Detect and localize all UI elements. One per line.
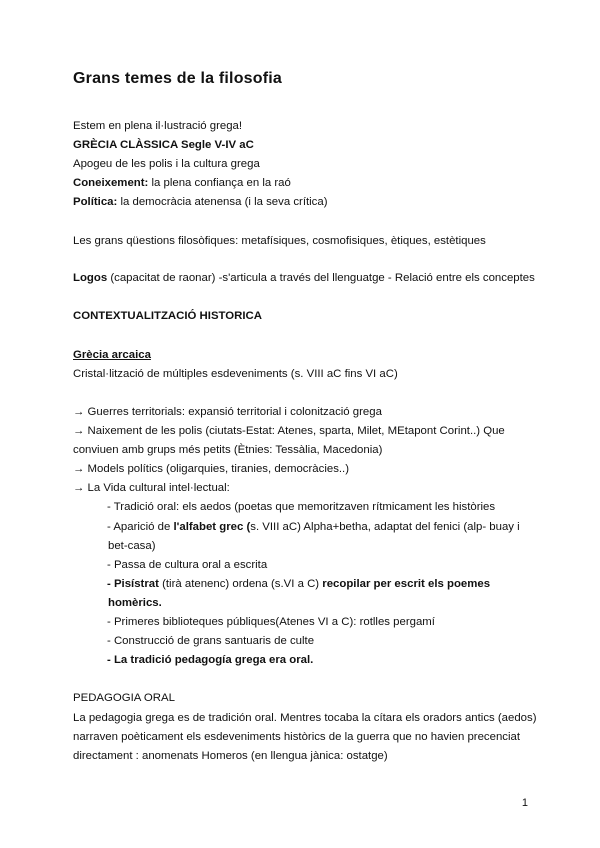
pedagogia-heading: PEDAGOGIA ORAL <box>73 692 175 704</box>
context-heading: CONTEXTUALITZACIÓ HISTORICA <box>73 310 262 322</box>
pedagogia-line-1: La pedagogia grega es de tradición oral. Mentres tocaba la cítara els oradors antics (aedos) <box>73 712 537 724</box>
questions-line: Les grans qüestions filosòfiques: metafísiques, cosmofisiques, ètiques, estètiques <box>73 235 486 247</box>
page-number: 1 <box>521 797 528 809</box>
list-item-passa: - Passa de cultura oral a escrita <box>107 559 268 571</box>
document-title: Grans temes de la filosofia <box>73 70 283 87</box>
logos-text: (capacitat de raonar) -s'articula a través del llenguatge - Relació entre els conceptes <box>107 272 535 284</box>
arcaica-subtitle: Cristal·lització de múltiples esdeveniments (s. VIII aC fins VI aC) <box>73 368 398 380</box>
arrow-item-vida: → La Vida cultural intel·lectual: <box>73 482 230 494</box>
list-item-tradicio: - Tradició oral: els aedos (poetas que memoritzaven rítmicament les històries <box>107 501 496 513</box>
politica-line <box>73 195 328 209</box>
pedagogia-line-2: narraven poèticament els esdeveniments històrics de la guerra que no havien precenciat <box>73 731 521 743</box>
list-item-alfabet-cont: bet-casa) <box>108 540 156 552</box>
coneixement-line <box>73 176 291 190</box>
list-item-alfabet <box>107 520 520 534</box>
arrow-item-models: → Models polítics (oligarquies, tiranies, democràcies..) <box>73 463 350 475</box>
intro-apogeu: Apogeu de les polis i la cultura grega <box>73 158 260 170</box>
intro-line: Estem en plena il·lustració grega! <box>73 120 243 132</box>
coneixement-label: Coneixement: <box>73 177 149 189</box>
arrow-item-guerres: → Guerres territorials: expansió territorial i colonització grega <box>73 406 382 418</box>
arcaica-heading: Grècia arcaica <box>73 349 151 361</box>
list-item-santuaris: - Construcció de grans santuaris de culte <box>107 635 315 647</box>
alfabet-post: s. VIII aC) Alpha+betha, adaptat del fenici (alp- buay i <box>250 521 520 533</box>
pisistrat-mid: (tirà atenenc) ordena (s.VI a C) <box>158 578 323 590</box>
pisistrat-bold: - Pisístrat <box>107 578 159 590</box>
arrow-item-polis-cont: conviuen amb grups més petits (Ètnies: Tessàlia, Macedonia) <box>73 444 383 456</box>
politica-label: Política: <box>73 196 118 208</box>
greece-classical-heading: GRÈCIA CLÀSSICA Segle V-IV aC <box>73 139 254 151</box>
logos-label: Logos <box>73 272 108 284</box>
list-item-pedagogia-oral: - La tradició pedagogía grega era oral. <box>107 654 314 666</box>
list-item-pisistrat-cont: homèrics. <box>108 597 162 609</box>
coneixement-text: la plena confiança en la raó <box>148 177 291 189</box>
politica-text: la democràcia atenensa (i la seva crítica) <box>117 196 328 208</box>
logos-line <box>73 271 535 285</box>
list-item-biblioteques: - Primeres biblioteques públiques(Atenes VI a C): rotlles pergamí <box>107 616 435 628</box>
pedagogia-line-3: directament : anomenats Homeros (en llengua jànica: ostatge) <box>73 750 388 762</box>
list-item-pisistrat <box>107 577 490 591</box>
alfabet-pre: - Aparició de <box>107 521 174 533</box>
alfabet-bold: l'alfabet grec ( <box>173 521 251 533</box>
pisistrat-bold2: recopilar per escrit els poemes <box>322 578 491 590</box>
arrow-item-polis: → Naixement de les polis (ciutats-Estat: Atenes, sparta, Milet, MEtapont Corint..) Que <box>73 425 505 437</box>
